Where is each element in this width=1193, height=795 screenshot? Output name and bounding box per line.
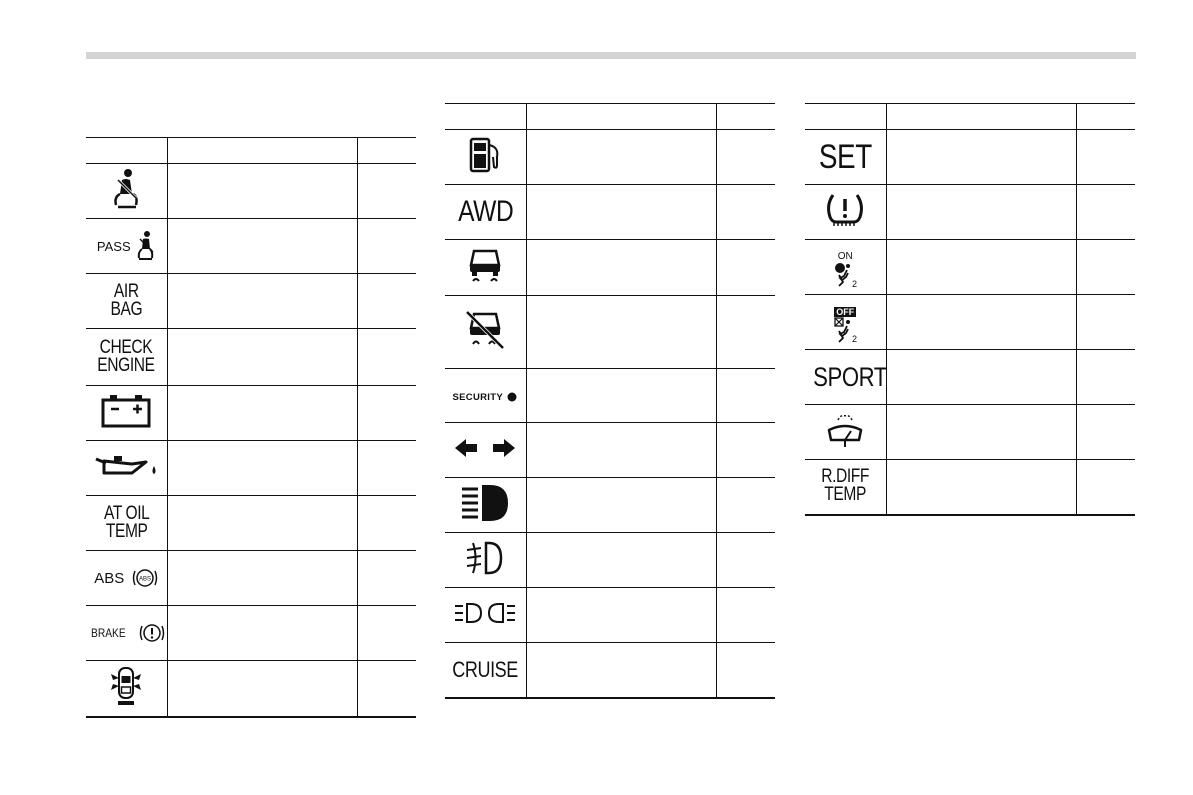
table-row — [86, 441, 416, 496]
table-row — [445, 185, 775, 240]
brake-label: BRAKE — [90, 626, 126, 640]
check-engine-text-icon — [97, 336, 155, 376]
at-oil-temp-text-icon — [103, 502, 149, 542]
table-row — [86, 274, 416, 329]
indicator-table-2 — [445, 103, 775, 699]
table-row — [805, 185, 1135, 240]
table-row — [86, 606, 416, 661]
vehicle-dynamics-icon — [465, 245, 505, 285]
table-row — [86, 551, 416, 606]
table-row — [445, 240, 775, 296]
oil-can-icon — [94, 451, 158, 481]
table-row — [805, 295, 1135, 350]
passenger-airbag-on-icon — [831, 251, 859, 288]
indicator-table-1 — [86, 137, 416, 718]
table-row — [445, 478, 775, 533]
table-row — [86, 219, 416, 274]
table-row — [805, 130, 1135, 185]
svg-text:2: 2 — [852, 279, 858, 288]
table-row — [445, 130, 775, 185]
table-header — [445, 104, 775, 130]
check-engine-line-2: ENGINE — [97, 354, 155, 376]
table-row — [86, 496, 416, 551]
indicator-table-3 — [805, 103, 1135, 516]
airbag-off-label: OFF — [836, 306, 855, 317]
airbag-line-2: BAG — [110, 298, 143, 320]
airbag-on-label: ON — [837, 251, 853, 262]
airbag-text-icon — [110, 280, 143, 320]
vehicle-dynamics-off-icon — [463, 308, 507, 352]
position-light-icon — [454, 601, 516, 625]
turn-signal-icon — [453, 436, 517, 460]
pass-label: PASS — [96, 238, 131, 254]
table-row — [86, 164, 416, 219]
at-oil-line-1: AT OIL — [103, 502, 149, 524]
table-row — [86, 329, 416, 386]
seatbelt-warning-icon — [106, 167, 146, 211]
check-engine-line-1: CHECK — [99, 336, 153, 358]
battery-icon — [101, 394, 151, 428]
table-row — [445, 588, 775, 643]
washer-fluid-icon — [825, 410, 865, 450]
security-label: SECURITY — [452, 391, 503, 403]
security-icon — [453, 391, 518, 403]
brake-icon — [88, 621, 165, 645]
abs-circle-label: ABS — [139, 576, 152, 583]
table-row — [445, 369, 775, 423]
table-row — [86, 661, 416, 717]
table-row — [445, 423, 775, 478]
passenger-airbag-off-icon — [831, 307, 859, 343]
front-fog-light-icon — [465, 540, 505, 576]
at-oil-line-2: TEMP — [105, 520, 148, 542]
rear-diff-temp-text-icon — [821, 468, 869, 504]
table-header — [805, 104, 1135, 130]
passenger-seatbelt-icon — [97, 230, 156, 262]
set-text-icon: SET — [818, 137, 872, 176]
low-fuel-icon — [465, 135, 505, 175]
rdiff-line-1: R.DIFF — [821, 466, 870, 488]
tire-pressure-icon — [823, 191, 867, 229]
rdiff-line-2: TEMP — [824, 484, 867, 506]
abs-label: ABS — [94, 569, 125, 587]
door-open-icon — [106, 664, 146, 708]
table-row — [805, 350, 1135, 405]
table-header — [86, 138, 416, 164]
table-row — [445, 533, 775, 588]
table-row — [805, 460, 1135, 515]
high-beam-icon — [460, 483, 510, 523]
svg-text:2: 2 — [852, 333, 858, 343]
awd-text-icon: AWD — [457, 195, 513, 228]
abs-icon — [94, 566, 158, 590]
table-row — [805, 240, 1135, 295]
table-row — [805, 405, 1135, 460]
airbag-line-1: AIR — [113, 280, 139, 302]
table-row — [86, 386, 416, 441]
cruise-text-icon: CRUISE — [452, 656, 519, 682]
sport-text-icon: SPORT — [813, 361, 887, 392]
table-row — [445, 296, 775, 369]
top-rule — [86, 52, 1136, 59]
table-row — [445, 643, 775, 698]
